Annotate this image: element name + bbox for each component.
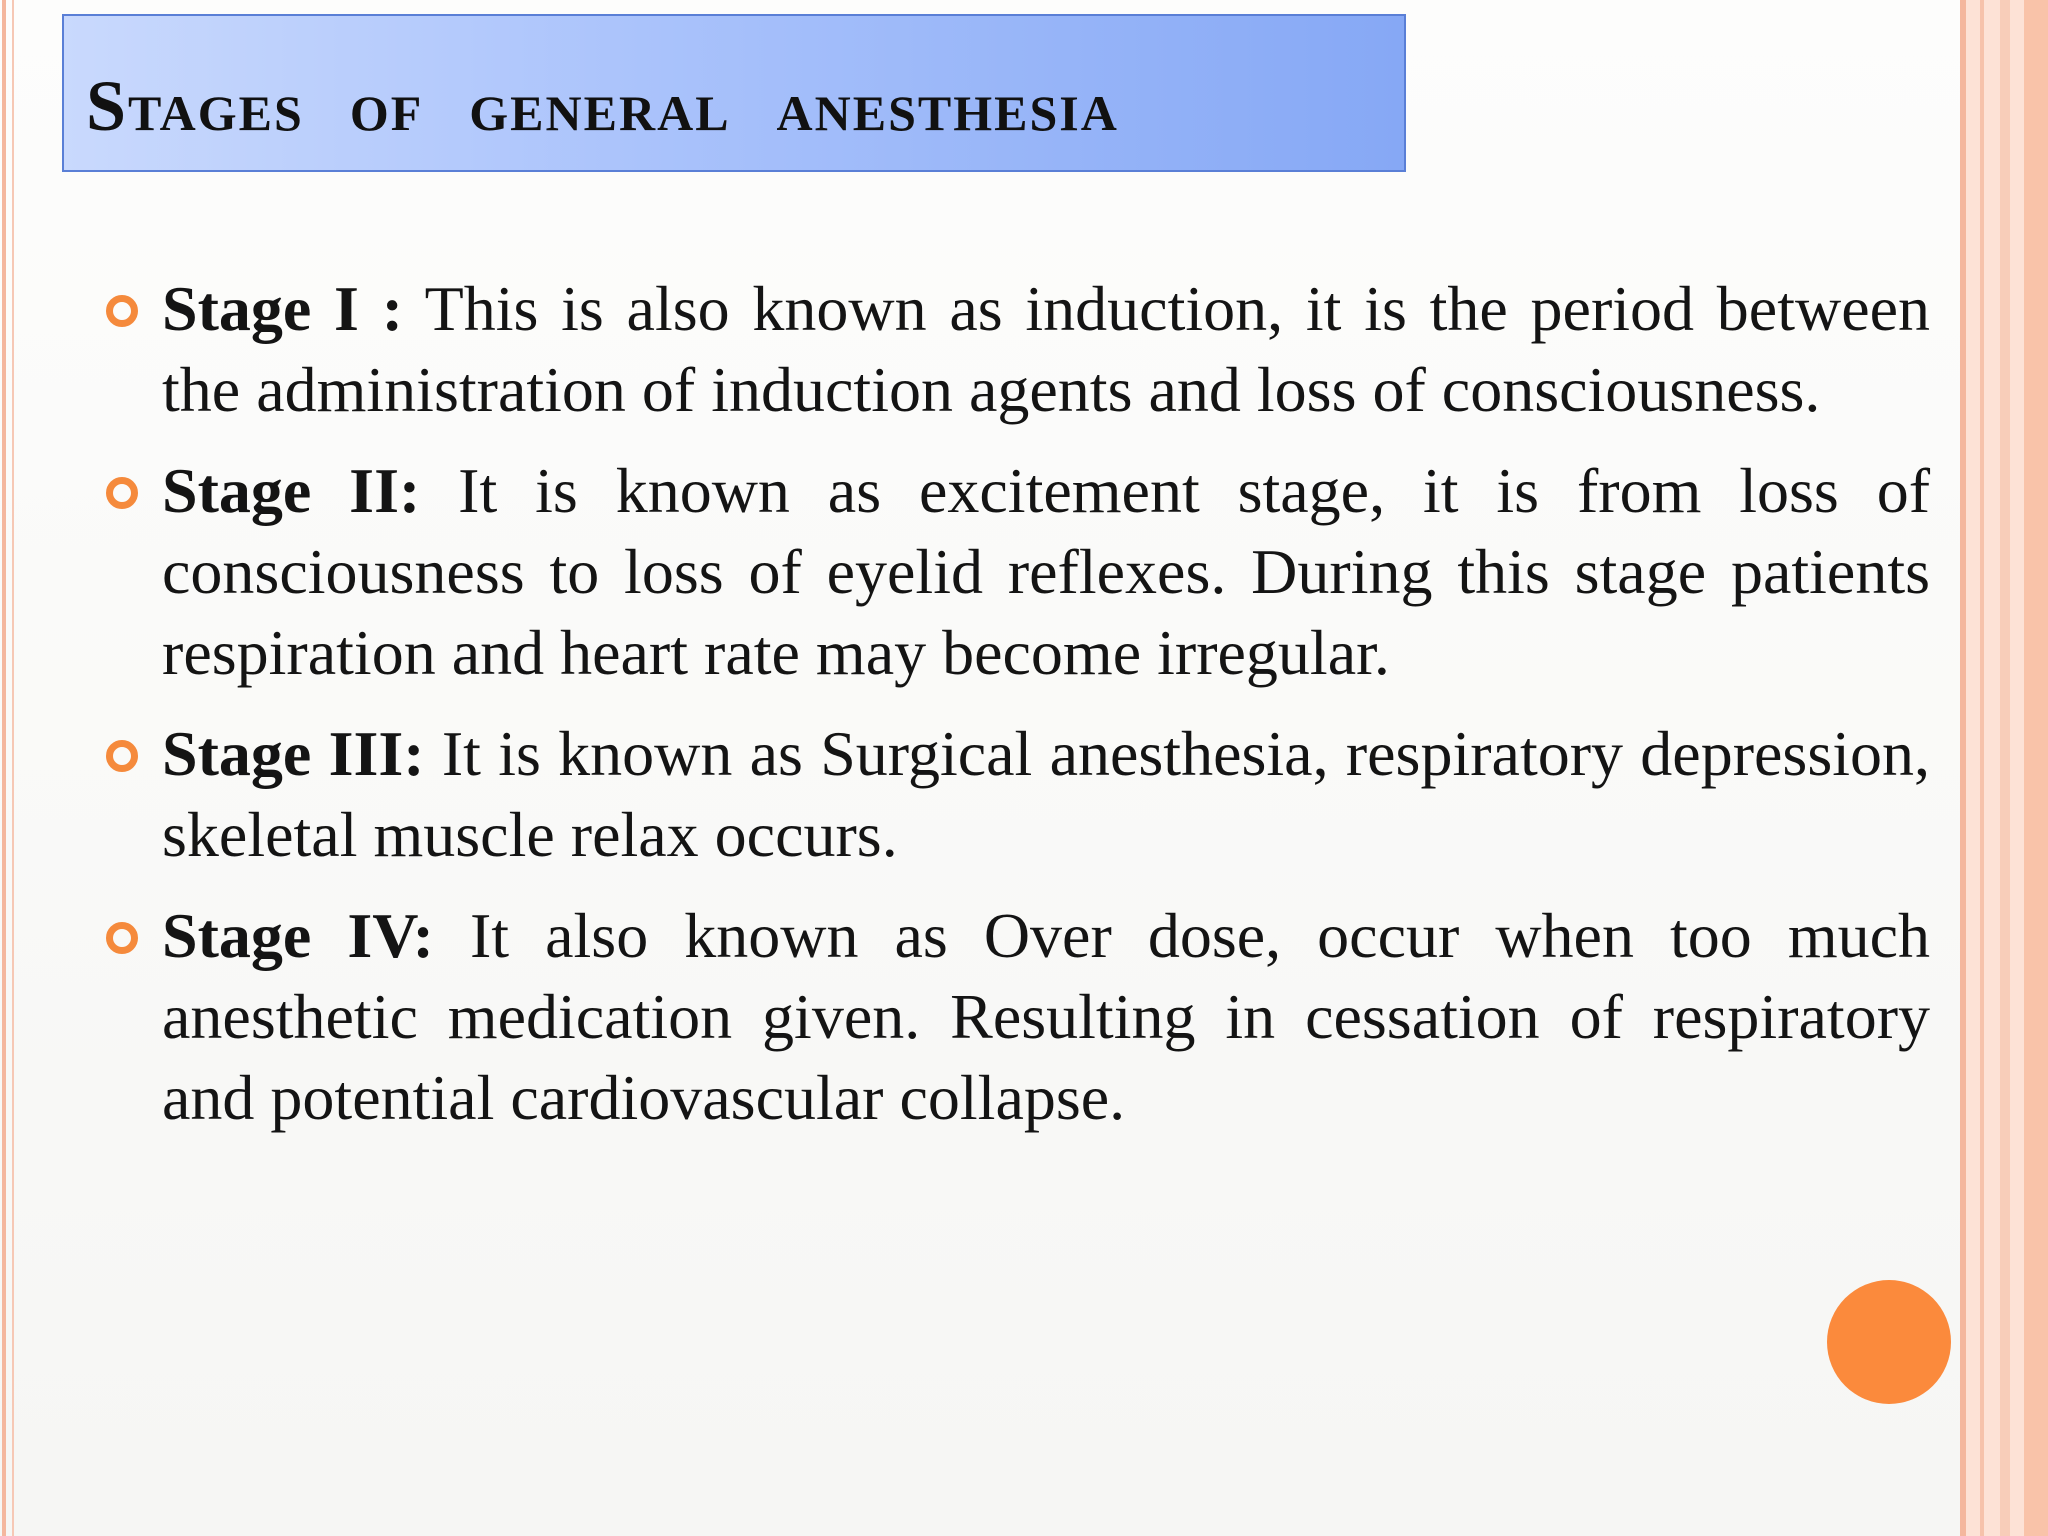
right-border-line (1980, 0, 1984, 1536)
bullet-label: Stage IV: (162, 900, 434, 971)
bullet-label: Stage II: (162, 455, 421, 526)
circle-bullet-icon (106, 922, 138, 954)
left-border-line (2, 0, 6, 1536)
left-border-line (12, 0, 14, 1536)
title-box (62, 14, 1406, 172)
circle-bullet-icon (106, 295, 138, 327)
slide-title: Stages of general anesthesia (86, 66, 1119, 146)
bullet-text: It is known as excitement stage, it is from loss of consciousness to loss of eyelid reflexes. During this stage patients respiration and heart rate may become irregular. (162, 455, 1931, 688)
bullet-list (100, 268, 1930, 1158)
orange-circle-decoration (1827, 1280, 1951, 1404)
circle-bullet-icon (106, 740, 138, 772)
bullet-item-stage-2 (100, 450, 1930, 693)
bullet-label: Stage III: (162, 718, 425, 789)
bullet-item-stage-3 (100, 713, 1930, 875)
bullet-text: It also known as Over dose, occur when too much anesthetic medication given. Resulting in cessation of respiratory and potential cardiovascular collapse. (162, 900, 1931, 1133)
right-border-line (2000, 0, 2010, 1536)
bullet-text: It is known as Surgical anesthesia, respiratory depression, skeletal muscle relax occurs. (162, 718, 1931, 870)
bullet-item-stage-1 (100, 268, 1930, 430)
bullet-item-stage-4 (100, 895, 1930, 1138)
bullet-text: This is also known as induction, it is the period between the administration of induction agents and loss of consciousness. (162, 273, 1931, 425)
right-border-line (2024, 0, 2048, 1536)
bullet-label: Stage I : (162, 273, 404, 344)
right-border-line (1960, 0, 1966, 1536)
circle-bullet-icon (106, 477, 138, 509)
